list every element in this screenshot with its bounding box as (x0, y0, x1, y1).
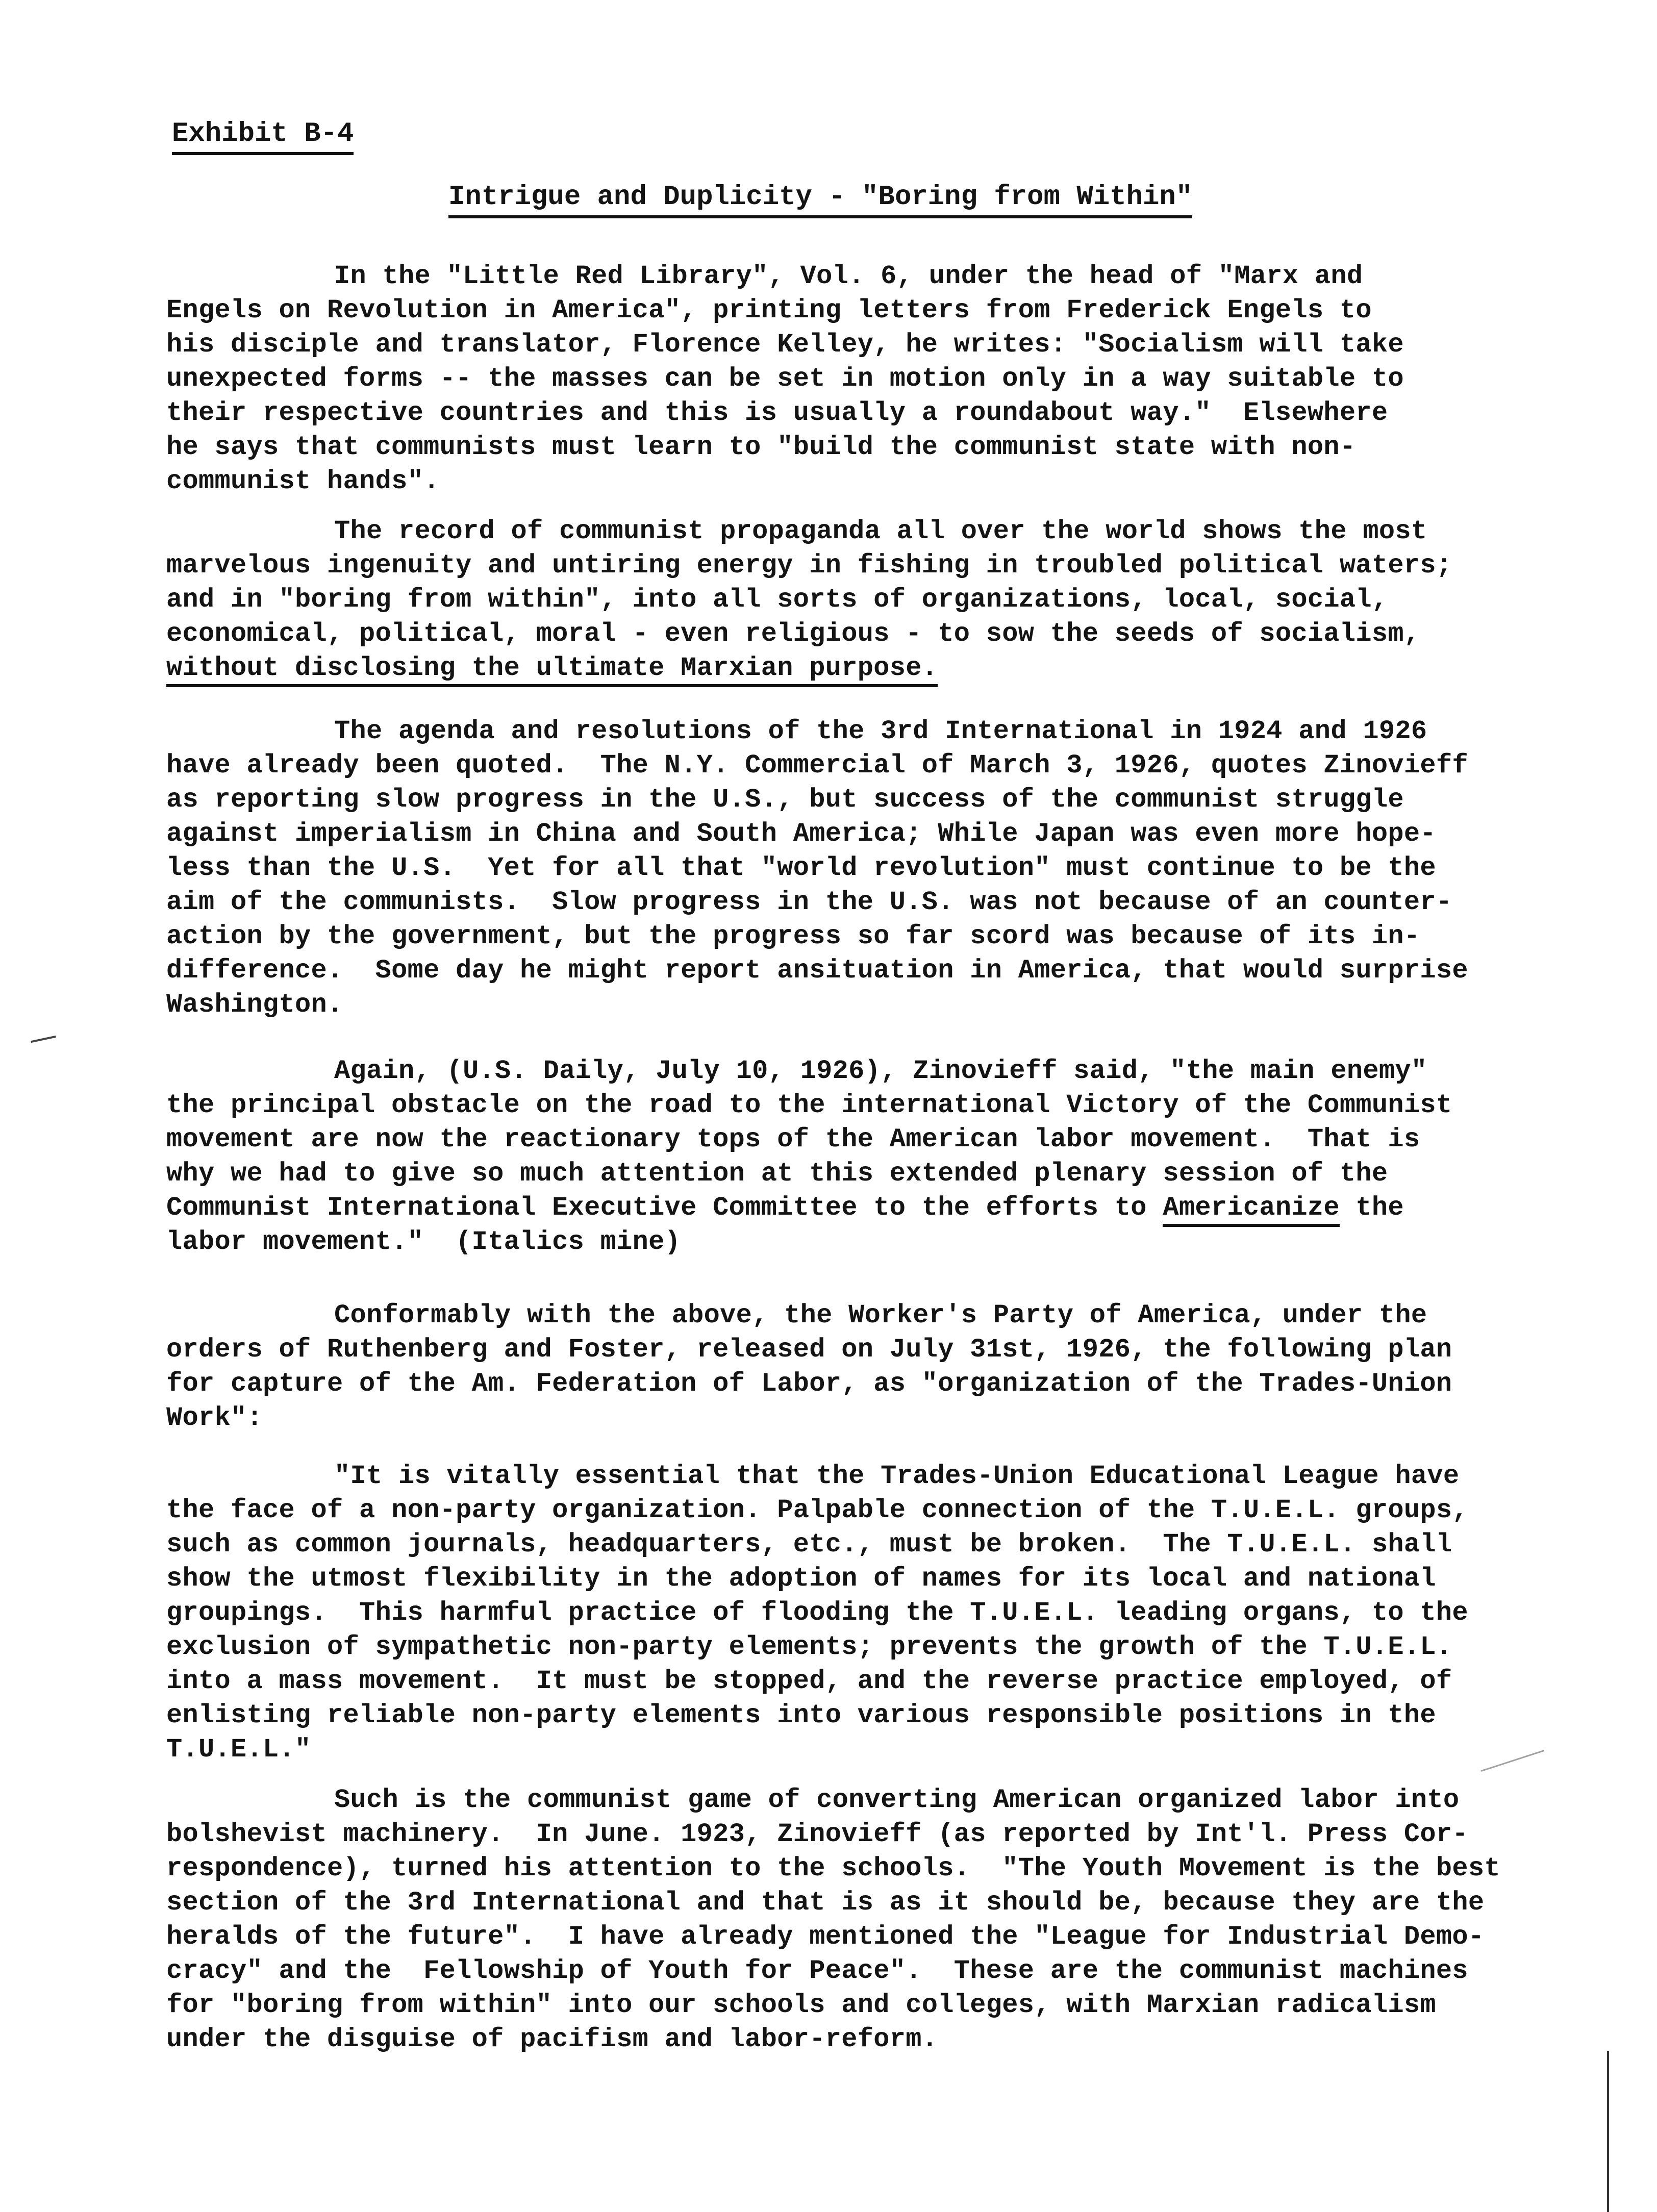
page-edge-line (1607, 2051, 1609, 2212)
paragraph-tuel-quote (166, 1459, 1595, 1767)
text-line: In the "Little Red Library", Vol. 6, under the head of "Marx and (334, 261, 1363, 291)
text-line: into a mass movement. It must be stopped, and the reverse practice employed, of (166, 1666, 1452, 1696)
exhibit-label: Exhibit B-4 (172, 118, 354, 155)
text-line (166, 1191, 1595, 1225)
text-line: marvelous ingenuity and untiring energy in fishing in troubled political waters; (166, 550, 1452, 581)
text-line: Work": (166, 1403, 263, 1433)
text-segment: Communist International Executive Committee to the efforts to (166, 1193, 1163, 1223)
scan-mark (31, 1036, 56, 1043)
text-line: such as common journals, headquarters, etc., must be broken. The T.U.E.L. shall (166, 1529, 1452, 1560)
text-line: have already been quoted. The N.Y. Commercial of March 3, 1926, quotes Zinovieff (166, 750, 1468, 781)
text-line: groupings. This harmful practice of flooding the T.U.E.L. leading organs, to the (166, 1598, 1468, 1628)
text-line: movement are now the reactionary tops of the American labor movement. That is (166, 1124, 1420, 1154)
text-line: orders of Ruthenberg and Foster, released on July 31st, 1926, the following plan (166, 1335, 1452, 1365)
text-line: Engels on Revolution in America", printing letters from Frederick Engels to (166, 295, 1372, 325)
text-line: difference. Some day he might report ansituation in America, that would surprise (166, 956, 1468, 986)
text-line: section of the 3rd International and that is as it should be, because they are the (166, 1888, 1485, 1918)
text-line: against imperialism in China and South America; While Japan was even more hope- (166, 819, 1436, 849)
text-line: respondence), turned his attention to the schools. "The Youth Movement is the best (166, 1853, 1500, 1883)
text-line: Washington. (166, 990, 343, 1020)
text-line: Again, (U.S. Daily, July 10, 1926), Zinovieff said, "the main enemy" (334, 1056, 1427, 1086)
underlined-text: without disclosing the ultimate Marxian purpose. (166, 653, 938, 687)
text-line: labor movement." (Italics mine) (166, 1227, 681, 1257)
text-line: show the utmost flexibility in the adoption of names for its local and national (166, 1564, 1436, 1594)
text-line: T.U.E.L." (166, 1735, 311, 1765)
text-line: as reporting slow progress in the U.S., but success of the communist struggle (166, 785, 1404, 815)
text-line: heralds of the future". I have already mentioned the "League for Industrial Demo- (166, 1922, 1485, 1952)
text-line: unexpected forms -- the masses can be set in motion only in a way suitable to (166, 364, 1404, 394)
text-line: their respective countries and this is usually a roundabout way." Elsewhere (166, 398, 1388, 428)
text-line: Conformably with the above, the Worker's Party of America, under the (334, 1300, 1427, 1330)
text-line: for "boring from within" into our schools and colleges, with Marxian radicalism (166, 1990, 1436, 2020)
paragraph-workers-party-plan (166, 1298, 1595, 1435)
text-line: and in "boring from within", into all sorts of organizations, local, social, (166, 585, 1388, 615)
text-line: enlisting reliable non-party elements into various responsible positions in the (166, 1700, 1436, 1730)
paragraph-communist-propaganda (166, 514, 1595, 685)
text-line: action by the government, but the progress so far scord was because of its in- (166, 921, 1420, 951)
text-line: exclusion of sympathetic non-party elements; prevents the growth of the T.U.E.L. (166, 1632, 1452, 1662)
text-line: his disciple and translator, Florence Kelley, he writes: "Socialism will take (166, 330, 1404, 360)
text-line: economical, political, moral - even religious - to sow the seeds of socialism, (166, 619, 1420, 649)
text-line: bolshevist machinery. In June. 1923, Zinovieff (as reported by Int'l. Press Cor- (166, 1819, 1468, 1849)
text-line (166, 651, 1595, 685)
text-segment: the (1339, 1193, 1404, 1223)
text-line: less than the U.S. Yet for all that "world revolution" must continue to be the (166, 853, 1436, 883)
text-line: communist hands". (166, 466, 440, 496)
text-line: cracy" and the Fellowship of Youth for Peace". These are the communist machines (166, 1956, 1468, 1986)
text-line: the face of a non-party organization. Palpable connection of the T.U.E.L. groups, (166, 1495, 1468, 1525)
text-line: The record of communist propaganda all over the world shows the most (334, 516, 1427, 546)
underlined-text: Americanize (1163, 1193, 1340, 1227)
text-line: the principal obstacle on the road to the international Victory of the Communist (166, 1090, 1452, 1120)
paragraph-zinovieff-main-enemy (166, 1054, 1595, 1259)
document-title: Intrigue and Duplicity - "Boring from Within" (448, 182, 1192, 218)
paragraph-little-red-library (166, 259, 1595, 498)
text-line: why we had to give so much attention at this extended plenary session of the (166, 1159, 1388, 1189)
text-line: Such is the communist game of converting American organized labor into (334, 1785, 1460, 1815)
text-line: under the disguise of pacifism and labor-reform. (166, 2024, 938, 2054)
text-line: The agenda and resolutions of the 3rd International in 1924 and 1926 (334, 716, 1427, 746)
paragraph-boring-from-within-schools (166, 1783, 1595, 2056)
text-line: "It is vitally essential that the Trades-Union Educational League have (334, 1461, 1460, 1491)
text-line: he says that communists must learn to "build the communist state with non- (166, 432, 1356, 462)
paragraph-third-international (166, 714, 1595, 1022)
text-line: aim of the communists. Slow progress in the U.S. was not because of an counter- (166, 887, 1452, 917)
text-line: for capture of the Am. Federation of Labor, as "organization of the Trades-Union (166, 1369, 1452, 1399)
